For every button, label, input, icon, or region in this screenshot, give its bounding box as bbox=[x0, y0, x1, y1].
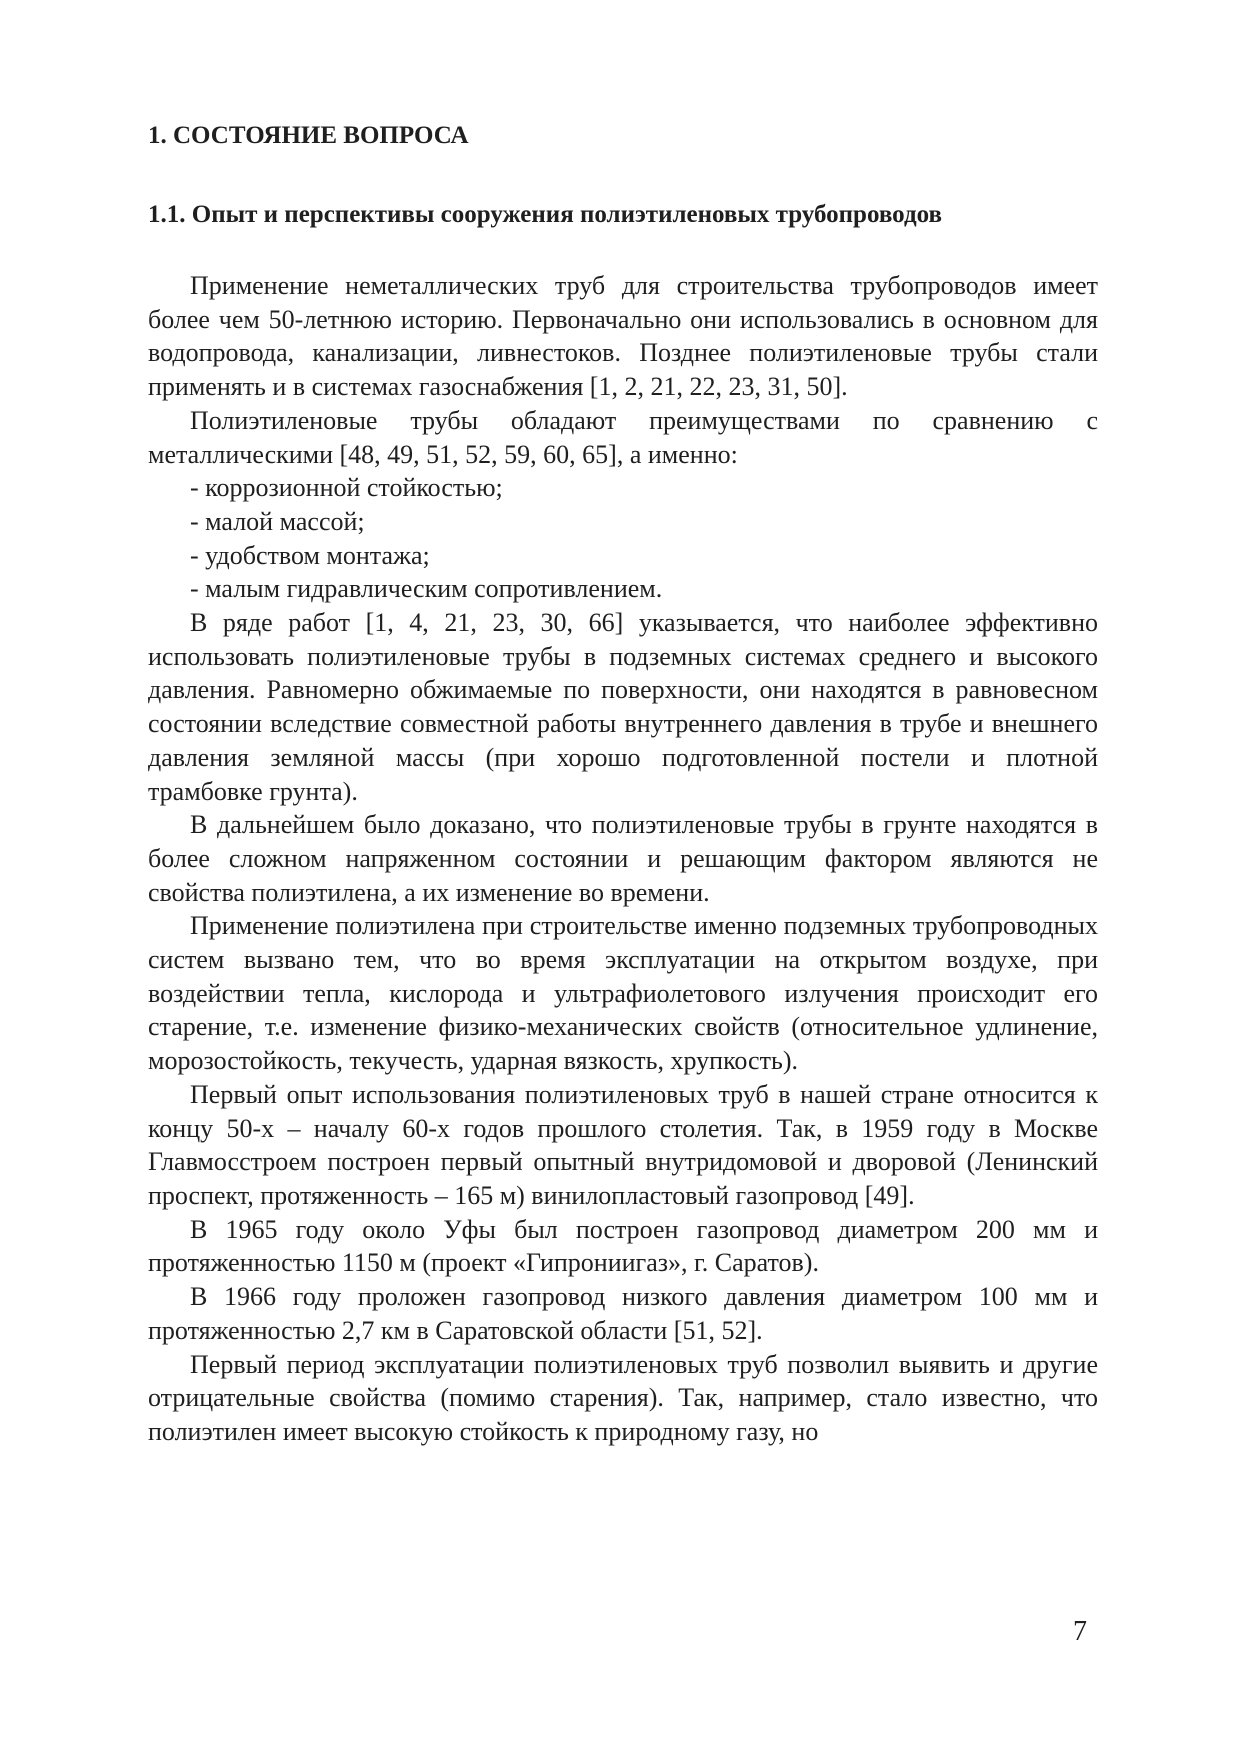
body-text bbox=[148, 269, 1098, 1449]
page-content bbox=[148, 120, 1098, 1449]
paragraph: В 1966 году проложен газопровод низкого давления диаметром 100 мм и протяженностью 2,7 км в Саратовской области [51, 52]. bbox=[148, 1282, 1098, 1345]
advantages-list bbox=[148, 471, 1098, 606]
list-item: - малым гидравлическим сопротивлением. bbox=[190, 574, 663, 604]
list-item: - коррозионной стойкостью; bbox=[190, 473, 503, 503]
list-item: - удобством монтажа; bbox=[190, 540, 430, 570]
paragraph: В дальнейшем было доказано, что полиэтиленовые трубы в грунте находятся в более сложном напряженном состоянии и решающим фактором являются не свойства полиэтилена, а их изменение во времени. bbox=[148, 810, 1098, 907]
page-number: 7 bbox=[1073, 1616, 1087, 1647]
paragraph: Применение неметаллических труб для строительства трубопроводов имеет более чем 50-летнюю историю. Первоначально они использовались в основном для водопровода, канализации, ливнестоков. Позднее полиэтиленовые трубы стали применять и в системах газоснабжения [1, 2, 21, 22, 23, 31, 50]. bbox=[148, 271, 1098, 402]
paragraph: Первый опыт использования полиэтиленовых труб в нашей стране относится к концу 50-х – началу 60-х годов прошлого столетия. Так, в 1959 году в Москве Главмосстроем построен первый опытный внутридомовой и дворовой (Ленинский проспект, протяженность – 165 м) винилопластовый газопровод [49]. bbox=[148, 1079, 1098, 1210]
paragraph: В 1965 году около Уфы был построен газопровод диаметром 200 мм и протяженностью 1150 м (проект «Гипрониигаз», г. Саратов). bbox=[148, 1214, 1098, 1278]
subsection-title: 1.1. Опыт и перспективы сооружения полиэтиленовых трубопроводов bbox=[148, 201, 942, 228]
paragraph: Применение полиэтилена при строительстве именно подземных трубопроводных систем вызвано тем, что во время эксплуатации на открытом воздухе, при воздействии тепла, кислорода и ультрафиолетового излучения происходит его старение, т.е. изменение физико-механических свойств (относительное удлинение, морозостойкость, текучесть, ударная вязкость, хрупкость). bbox=[148, 911, 1098, 1076]
list-item: - малой массой; bbox=[190, 506, 365, 536]
paragraph: Полиэтиленовые трубы обладают преимуществами по сравнению с металлическими [48, 49, 51, 52, 59, 60, 65], а именно: bbox=[148, 405, 1098, 469]
paragraph: Первый период эксплуатации полиэтиленовых труб позволил выявить и другие отрицательные свойства (помимо старения). Так, например, стало известно, что полиэтилен имеет высокую стойкость к природному газу, но bbox=[148, 1349, 1098, 1446]
paragraph: В ряде работ [1, 4, 21, 23, 30, 66] указывается, что наиболее эффективно использовать полиэтиленовые трубы в подземных системах среднего и высокого давления. Равномерно обжимаемые по поверхности, они находятся в равновесном состоянии вследствие совместной работы внутреннего давления в трубе и внешнего давления земляной массы (при хорошо подготовленной постели и плотной трамбовке грунта). bbox=[148, 608, 1098, 806]
section-title: 1. СОСТОЯНИЕ ВОПРОСА bbox=[148, 122, 469, 149]
